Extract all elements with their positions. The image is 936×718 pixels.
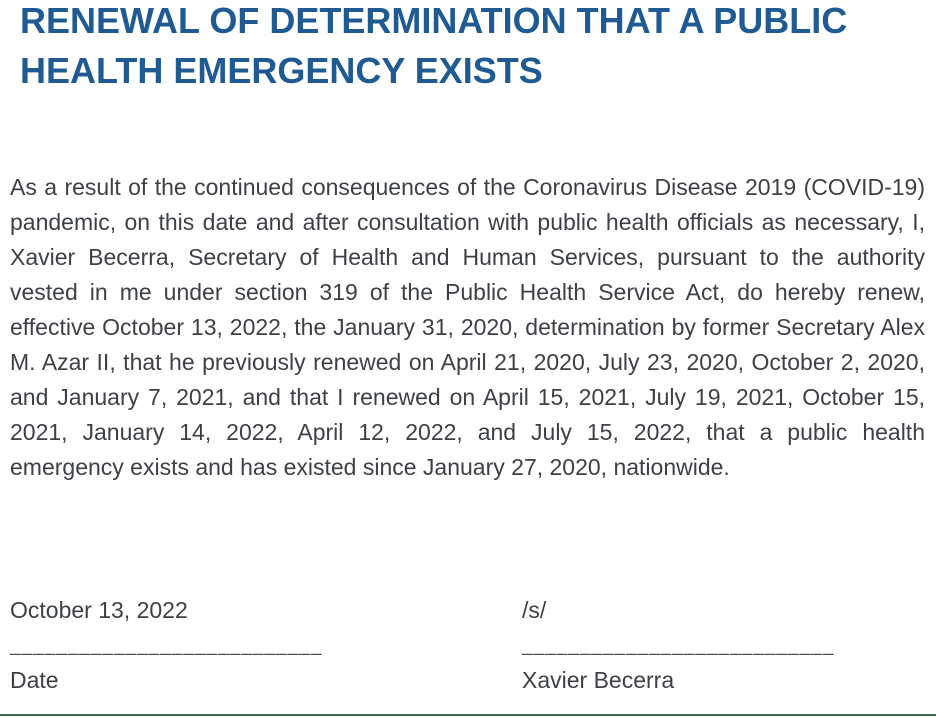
signatory-column (522, 593, 926, 698)
footer-rule (0, 714, 936, 716)
date-label: Date (10, 667, 59, 693)
document-title: RENEWAL OF DETERMINATION THAT A PUBLIC HEALTH EMERGENCY EXISTS (20, 0, 848, 91)
date-signature-line: ___________________________ (10, 635, 323, 656)
document-body-paragraph: As a result of the continued consequences of the Coronavirus Disease 2019 (COVID-19) pandemic, on this date and after consultation with public health officials as necessary, I, Xavier Becerra, Secretary of Health and Human Services, pursuant to the authority vested in me under section 319 of the Public Health Service Act, do hereby renew, effective October 13, 2022, the January 31, 2020, determination by former Secretary Alex M. Azar II, that he previously renewed on April 21, 2020, July 23, 2020, October 2, 2020, and January 7, 2021, and that I renewed on April 15, 2021, July 19, 2021, October 15, 2021, January 14, 2022, April 12, 2022, and July 15, 2022, that a public health emergency exists and has existed since January 27, 2020, nationwide. (10, 174, 925, 480)
signatory-signature-line: ___________________________ (522, 635, 835, 656)
date-column (10, 593, 522, 698)
date-value: October 13, 2022 (10, 597, 188, 623)
signature-block (10, 593, 926, 698)
signatory-name: Xavier Becerra (522, 667, 675, 693)
signature-mark: /s/ (522, 597, 547, 623)
